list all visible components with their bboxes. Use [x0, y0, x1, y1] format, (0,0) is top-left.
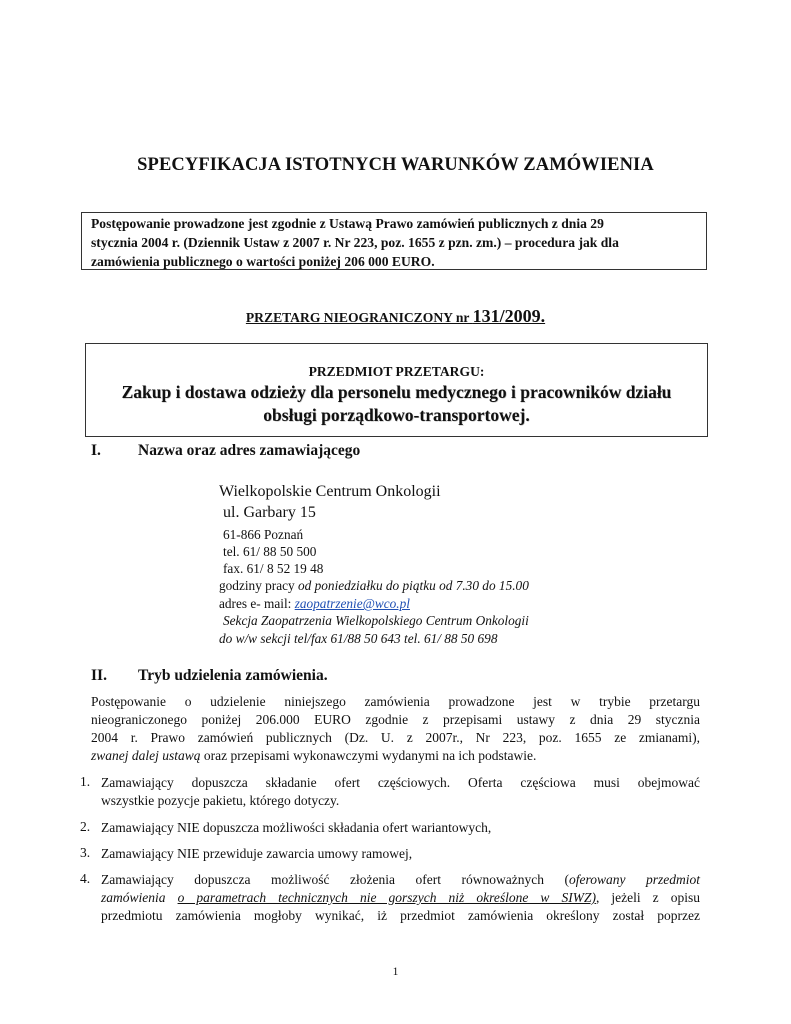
- list-item-number: 2.: [80, 819, 91, 834]
- section-1-number: I.: [91, 442, 101, 459]
- paragraph-italic: zwanej dalej ustawą: [91, 748, 201, 763]
- list-item-line: Zamawiający dopuszcza składanie ofert częściowych. Oferta częściowa musi obejmować: [101, 775, 700, 790]
- section-2-number: II.: [91, 667, 107, 684]
- subject-line: obsługi porządkowo-transportowej.: [263, 405, 530, 425]
- tender-heading: [0, 306, 791, 327]
- legal-basis-box: [81, 212, 707, 270]
- list-item-text: , jeżeli z opisu: [595, 890, 700, 905]
- email-label: adres e- mail:: [219, 596, 295, 611]
- address-street: ul. Garbary 15: [223, 504, 316, 521]
- paragraph-line: nieograniczonego poniżej 206.000 EURO zgodnie z przepisami ustawy z dnia 29 stycznia: [91, 712, 700, 727]
- list-item-number: 4.: [80, 871, 91, 886]
- email-line: [219, 596, 410, 612]
- section-1-title: Nazwa oraz adres zamawiającego: [138, 442, 361, 459]
- list-item-number: 3.: [80, 845, 91, 860]
- list-item: Zamawiający NIE dopuszcza możliwości składania ofert wariantowych,: [101, 820, 492, 835]
- tender-number: 131/2009.: [472, 306, 546, 326]
- paragraph-line: Postępowanie o udzielenie niniejszego zamówienia prowadzone jest w trybie przetargu: [91, 694, 700, 709]
- tender-prefix: PRZETARG NIEOGRANICZONY nr: [245, 310, 473, 325]
- department-contact: do w/w sekcji tel/fax 61/88 50 643 tel. 61/ 88 50 698: [219, 631, 498, 646]
- contracting-authority-name: Wielkopolskie Centrum Onkologii: [219, 483, 441, 500]
- phone-number: tel. 61/ 88 50 500: [223, 544, 317, 559]
- email-link[interactable]: zaopatrzenie@wco.pl: [294, 596, 410, 611]
- list-item: [101, 774, 700, 810]
- fax-number: fax. 61/ 8 52 19 48: [223, 561, 324, 576]
- section-2-title: Tryb udzielenia zamówienia.: [138, 667, 328, 684]
- legal-basis-line: Postępowanie prowadzone jest zgodnie z Ustawą Prawo zamówień publicznych z dnia 29: [91, 216, 604, 231]
- legal-basis-line: stycznia 2004 r. (Dziennik Ustaw z 2007 r. Nr 223, poz. 1655 z pzn. zm.) – procedura jak dla: [91, 235, 619, 250]
- list-item-line: [101, 889, 700, 907]
- paragraph-text: oraz przepisami wykonawczymi wydanymi na ich podstawie.: [200, 748, 537, 763]
- office-hours-label: godziny pracy: [219, 578, 299, 593]
- list-item-underlined: o parametrach technicznych nie gorszych niż określone w SIWZ): [177, 890, 596, 905]
- list-item: Zamawiający NIE przewiduje zawarcia umowy ramowej,: [101, 846, 413, 861]
- list-item-text: Zamawiający dopuszcza możliwość złożenia ofert równoważnych (: [101, 872, 569, 887]
- list-item-line: przedmiotu zamówienia mogłoby wynikać, iż przedmiot zamówienia określony został poprzez: [101, 908, 700, 923]
- list-item-line: [101, 871, 700, 889]
- list-item-italic: zamówienia: [101, 890, 178, 905]
- list-item-line: wszystkie pozycje pakietu, którego dotyczy.: [101, 793, 340, 808]
- page-number: 1: [392, 966, 399, 978]
- list-item: [101, 871, 700, 925]
- paragraph-line: [91, 747, 700, 765]
- document-title: SPECYFIKACJA ISTOTNYCH WARUNKÓW ZAMÓWIENIA: [137, 155, 654, 175]
- subject-box: [85, 343, 708, 437]
- list-item-italic: oferowany przedmiot: [568, 872, 700, 887]
- procedure-paragraph: [91, 693, 700, 765]
- subject-label: PRZEDMIOT PRZETARGU:: [308, 364, 485, 379]
- subject-line: Zakup i dostawa odzieży dla personelu medycznego i pracowników działu: [121, 382, 672, 402]
- list-item-number: 1.: [80, 774, 91, 789]
- office-hours: [219, 578, 529, 594]
- office-hours-value: od poniedziałku do piątku od 7.30 do 15.00: [298, 578, 529, 593]
- department-line: Sekcja Zaopatrzenia Wielkopolskiego Centrum Onkologii: [223, 613, 529, 628]
- legal-basis-line: zamówienia publicznego o wartości poniżej 206 000 EURO.: [91, 254, 435, 269]
- paragraph-line: 2004 r. Prawo zamówień publicznych (Dz. U. z 2007r., Nr 223, poz. 1655 ze zmianami),: [91, 730, 700, 745]
- address-city: 61-866 Poznań: [223, 527, 304, 542]
